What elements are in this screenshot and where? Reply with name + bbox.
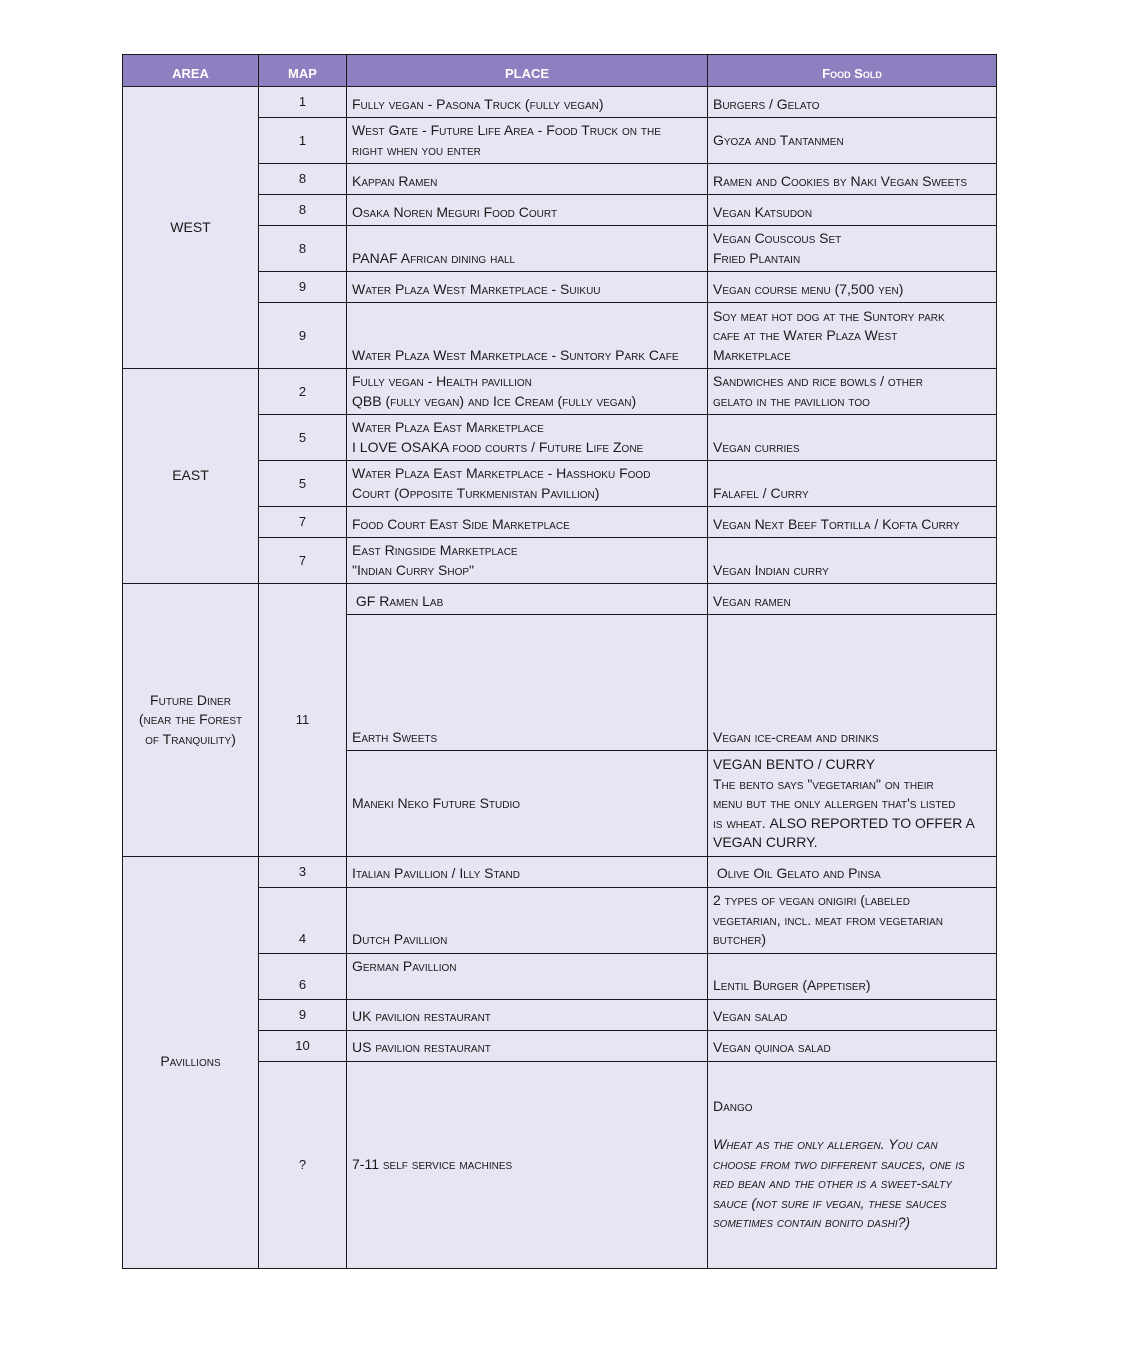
place-cell: Italian Pavillion / Illy Stand [347,856,708,887]
place-cell: Food Court East Side Marketplace [347,507,708,538]
map-number: 10 [259,1030,347,1061]
map-number: 9 [259,999,347,1030]
place-cell: Maneki Neko Future Studio [347,751,708,857]
food-cell: Vegan curries [708,415,997,461]
food-cell: Falafel / Curry [708,461,997,507]
map-number: 5 [259,461,347,507]
food-cell: Sandwiches and rice bowls / other gelato in the pavillion too [708,369,997,415]
map-number: 3 [259,856,347,887]
food-cell: Vegan Couscous Set Fried Plantain [708,226,997,272]
map-number: 2 [259,369,347,415]
vegan-food-table [122,54,997,1269]
food-guide-document [122,54,996,1269]
map-number: 11 [259,584,347,857]
food-cell: Gyoza and Tantanmen [708,118,997,164]
place-cell: PANAF African dining hall [347,226,708,272]
area-future-diner: Future Diner (near the Forest of Tranquility) [123,584,259,857]
place-cell: West Gate - Future Life Area - Food Truck on the right when you enter [347,118,708,164]
place-cell: Fully vegan - Pasona Truck (fully vegan) [347,87,708,118]
map-number: 9 [259,272,347,303]
map-number: 5 [259,415,347,461]
map-number: 1 [259,87,347,118]
table-row [123,584,997,615]
food-cell: Vegan Next Beef Tortilla / Kofta Curry [708,507,997,538]
place-cell: Fully vegan - Health pavillion QBB (fully vegan) and Ice Cream (fully vegan) [347,369,708,415]
area-pavillions: Pavillions [123,856,259,1268]
food-cell: 2 types of vegan onigiri (labeled vegetarian, incl. meat from vegetarian butcher) [708,887,997,953]
place-cell: Water Plaza West Marketplace - Suntory Park Cafe [347,303,708,369]
food-cell: Vegan Indian curry [708,538,997,584]
food-cell: Burgers / Gelato [708,87,997,118]
food-cell: Lentil Burger (Appetiser) [708,953,997,999]
place-cell: German Pavillion [347,953,708,999]
food-cell: Vegan course menu (7,500 yen) [708,272,997,303]
map-number: 8 [259,226,347,272]
food-cell: Olive Oil Gelato and Pinsa [708,856,997,887]
header-area: AREA [123,55,259,87]
header-food-sold: Food Sold [708,55,997,87]
food-cell: Vegan Katsudon [708,195,997,226]
table-row [123,369,997,415]
map-number: 8 [259,195,347,226]
place-cell: Water Plaza East Marketplace - Hasshoku Food Court (Opposite Turkmenistan Pavillion) [347,461,708,507]
place-cell: UK pavilion restaurant [347,999,708,1030]
header-place: PLACE [347,55,708,87]
map-number: 9 [259,303,347,369]
header-map: MAP [259,55,347,87]
place-cell: GF Ramen Lab [347,584,708,615]
food-cell: VEGAN BENTO / CURRY The bento says "vegetarian" on their menu but the only allergen that's listed is wheat. ALSO REPORTED TO OFFER A VEGAN CURRY. [708,751,997,857]
map-number: 8 [259,164,347,195]
place-cell: US pavilion restaurant [347,1030,708,1061]
place-cell: Water Plaza West Marketplace - Suikuu [347,272,708,303]
food-cell: Dango Wheat as the only allergen. You can choose from two different sauces, one is red bean and the other is a sweet-salty sauce (not sure if vegan, these sauces sometimes contain bonito dashi?) [708,1061,997,1268]
food-cell: Vegan ramen [708,584,997,615]
food-cell: Vegan quinoa salad [708,1030,997,1061]
place-cell: 7-11 self service machines [347,1061,708,1268]
place-cell: Kappan Ramen [347,164,708,195]
place-cell: Earth Sweets [347,615,708,751]
map-number: 1 [259,118,347,164]
area-east: EAST [123,369,259,584]
place-cell: Water Plaza East Marketplace I LOVE OSAKA food courts / Future Life Zone [347,415,708,461]
table-row [123,856,997,887]
table-header-row [123,55,997,87]
map-number: 7 [259,507,347,538]
map-number: 7 [259,538,347,584]
table-row [123,87,997,118]
food-cell: Ramen and Cookies by Naki Vegan Sweets [708,164,997,195]
map-number: ? [259,1061,347,1268]
map-number: 4 [259,887,347,953]
area-west: WEST [123,87,259,369]
place-cell: East Ringside Marketplace "Indian Curry Shop" [347,538,708,584]
place-cell: Osaka Noren Meguri Food Court [347,195,708,226]
map-number: 6 [259,953,347,999]
place-cell: Dutch Pavillion [347,887,708,953]
food-cell: Soy meat hot dog at the Suntory park cafe at the Water Plaza West Marketplace [708,303,997,369]
food-cell: Vegan ice-cream and drinks [708,615,997,751]
food-cell: Vegan salad [708,999,997,1030]
